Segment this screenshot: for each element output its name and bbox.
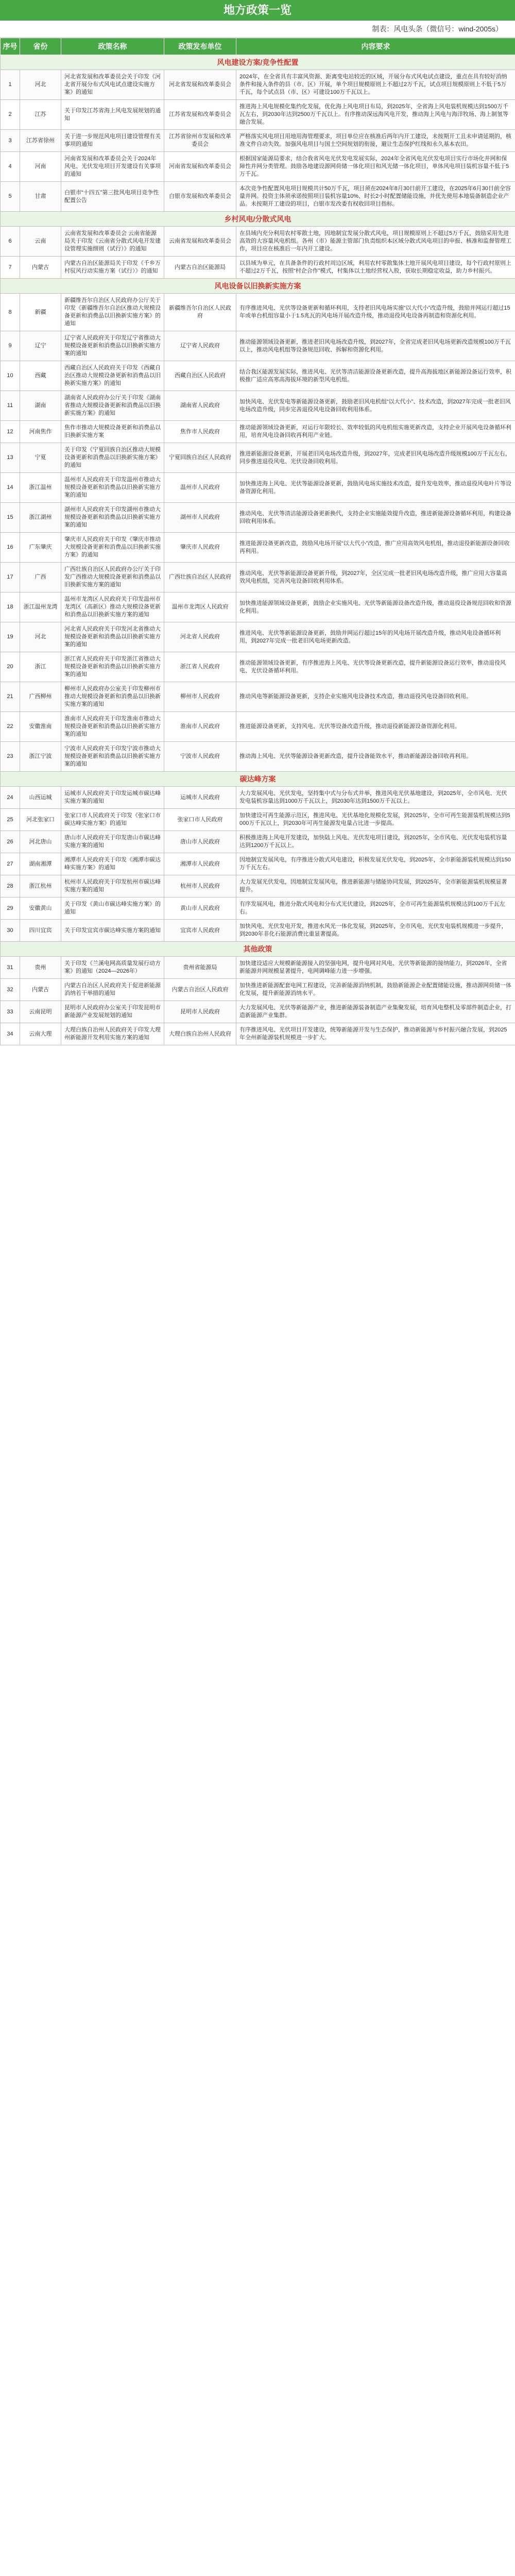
cell-province: 河北 [20, 622, 61, 652]
cell-province: 内蒙古 [20, 979, 61, 1001]
cell-no: 8 [1, 294, 20, 331]
cell-province: 湖南 [20, 391, 61, 421]
cell-province: 云南昆明 [20, 1001, 61, 1023]
cell-no: 2 [1, 100, 20, 130]
policy-document [0, 0, 515, 1045]
cell-content: 推动能源领域设备更新，推进老旧风电场改造升级，到2027年，全省完成老旧风电场更新改造规模100万千瓦以上，推动风电机组等设备规范回收、拆解和资源化利用。 [236, 331, 515, 361]
cell-content: 严格落实风电项目用地用海管理要求，项目单位应在核准后两年内开工建设，未按期开工且未申请延期的，核准文件自动失效。加强风电项目与国土空间规划的衔接，避让生态保护红线和永久基本农田。 [236, 130, 515, 152]
cell-no: 17 [1, 563, 20, 592]
table-row [1, 1023, 515, 1045]
table-row [1, 391, 515, 421]
cell-province: 甘肃 [20, 182, 61, 212]
table-row [1, 831, 515, 853]
cell-no: 25 [1, 809, 20, 831]
cell-agency: 云南省发展和改革委员会 [164, 227, 236, 257]
cell-agency: 西藏自治区人民政府 [164, 361, 236, 391]
cell-province: 西藏 [20, 361, 61, 391]
cell-name: 辽宁省人民政府关于印发辽宁省推动大规模设备更新和消费品以旧换新实施方案的通知 [61, 331, 164, 361]
cell-no: 4 [1, 152, 20, 182]
cell-agency: 昆明市人民政府 [164, 1001, 236, 1023]
cell-no: 18 [1, 592, 20, 622]
cell-name: 关于印发宜宾市碳达峰实施方案的通知 [61, 920, 164, 942]
cell-name: 浙江省人民政府关于印发浙江省推动大规模设备更新和消费品以旧换新实施方案的通知 [61, 652, 164, 682]
cell-content: 推进海上风电规模化集约化发展，优化海上风电项目布局，到2025年，全省海上风电装机规模达到1500万千瓦左右，到2030年达到2500万千瓦以上。有序推动深远海风电开发，推动海上风电与海洋牧场、海上制氢等融合发展。 [236, 100, 515, 130]
table-row [1, 257, 515, 279]
cell-agency: 温州市人民政府 [164, 473, 236, 503]
cell-agency: 温州市龙湾区人民政府 [164, 592, 236, 622]
section-label: 风电建设方案/竞争性配置 [1, 55, 515, 70]
table-row [1, 979, 515, 1001]
cell-no: 33 [1, 1001, 20, 1023]
cell-province: 浙江温州龙湾 [20, 592, 61, 622]
cell-no: 9 [1, 331, 20, 361]
cell-agency: 贵州省能源局 [164, 957, 236, 979]
cell-content: 结合我区能源发展实际，推进风电、光伏等清洁能源设备更新改造，提升高海拔地区新能源设备运行效率，积极推广适应高寒高海拔环境的新型风电机组。 [236, 361, 515, 391]
cell-agency: 河北省发展和改革委员会 [164, 70, 236, 100]
table-body [1, 55, 515, 1045]
table-row [1, 652, 515, 682]
cell-agency: 湘潭市人民政府 [164, 853, 236, 875]
cell-no: 1 [1, 70, 20, 100]
cell-content: 加快建设可再生能源示范区，推进风电、光伏基地化规模化发展，到2025年，全市可再生能源装机规模达到5000万千瓦以上，到2030年可再生能源发电量占比进一步提高。 [236, 809, 515, 831]
cell-content: 2024年，在全省具有丰富风资源、距离变电站较近的区域，开展分布式风电试点建设，重点在具有较好消纳条件和接入条件的县（市、区）开展，单个项目规模原则上不超过2万千瓦，试点项目规模原则上不低于5万千瓦，每个试点县（市、区）可建设100万千瓦以上。 [236, 70, 515, 100]
cell-no: 7 [1, 257, 20, 279]
header-province: 省份 [20, 38, 61, 55]
cell-province: 江苏省徐州 [20, 130, 61, 152]
cell-content: 大力发展风电、光伏发电，坚持集中式与分布式并举，推进风电光伏基地建设，到2025年，全市风电、光伏发电装机容量达到1000万千瓦以上，到2030年达到1500万千瓦以上。 [236, 787, 515, 809]
cell-name: 新疆维吾尔自治区人民政府办公厅关于印发《新疆维吾尔自治区推动大规模设备更新和消费品以旧换新实施方案》的通知 [61, 294, 164, 331]
table-row [1, 787, 515, 809]
table-row [1, 957, 515, 979]
cell-no: 27 [1, 853, 20, 875]
table-row [1, 563, 515, 592]
table-row [1, 503, 515, 533]
cell-content: 推进风电、光伏等新能源设备更新，鼓励并网运行超过15年的风电场开展改造升级，推动风电设备循环利用，到2027年完成一批老旧风电场更新改造。 [236, 622, 515, 652]
cell-no: 19 [1, 622, 20, 652]
cell-agency: 河南省发展和改革委员会 [164, 152, 236, 182]
cell-province: 新疆 [20, 294, 61, 331]
cell-province: 安徽淮南 [20, 712, 61, 742]
cell-province: 浙江湖州 [20, 503, 61, 533]
cell-agency: 淮南市人民政府 [164, 712, 236, 742]
cell-name: 温州市龙湾区人民政府关于印发温州市龙湾区（高新区）推动大规模设备更新和消费品以旧换新实施方案的通知 [61, 592, 164, 622]
cell-content: 因地制宜发展风电，有序推进分散式风电建设，积极发展光伏发电，到2025年，全市新能源装机规模达到150万千瓦左右。 [236, 853, 515, 875]
cell-name: 大理白族自治州人民政府关于印发大理州新能源开发利用实施方案的通知 [61, 1023, 164, 1045]
cell-province: 宁夏 [20, 443, 61, 473]
cell-name: 关于印发《兰溪电网高质量发展行动方案》的通知（2024—2026年） [61, 957, 164, 979]
cell-agency: 肇庆市人民政府 [164, 533, 236, 563]
table-row [1, 853, 515, 875]
cell-agency: 黄山市人民政府 [164, 897, 236, 920]
cell-name: 杭州市人民政府关于印发杭州市碳达峰实施方案的通知 [61, 875, 164, 897]
section-row [1, 772, 515, 787]
cell-content: 推动风电、光伏等新能源设备更新升级，到2027年，全区完成一批老旧风电场改造升级，推广应用大容量高效风电机组，完善风电设备回收利用体系。 [236, 563, 515, 592]
header-agency: 政策发布单位 [164, 38, 236, 55]
cell-agency: 运城市人民政府 [164, 787, 236, 809]
cell-content: 大力发展光伏发电，因地制宜发展风电，推进新能源与储能协同发展，到2025年，全市新能源装机规模显著提升。 [236, 875, 515, 897]
section-label: 碳达峰方案 [1, 772, 515, 787]
table-row [1, 152, 515, 182]
cell-agency: 白银市发展和改革委员会 [164, 182, 236, 212]
cell-no: 21 [1, 682, 20, 712]
cell-agency: 宜宾市人民政府 [164, 920, 236, 942]
cell-province: 河北张家口 [20, 809, 61, 831]
cell-no: 24 [1, 787, 20, 809]
cell-agency: 湖南省人民政府 [164, 391, 236, 421]
cell-province: 内蒙古 [20, 257, 61, 279]
cell-no: 14 [1, 473, 20, 503]
cell-name: 河南省发展和改革委员会关于2024年风电、光伏发电项目开发建设有关事项的通知 [61, 152, 164, 182]
cell-name: 河北省人民政府关于印发河北省推动大规模设备更新和消费品以旧换新实施方案的通知 [61, 622, 164, 652]
cell-province: 辽宁 [20, 331, 61, 361]
cell-content: 本次竞争性配置风电项目规模共计50万千瓦，项目须在2024年8月30日前开工建设，在2025年6月30日前全容量并网。投资主体须承诺按照项目装机容量10%、时长2小时配置储能设施，并优先使用本地装备制造企业产品。未按期开工建设的项目，白银市发改委有权收回项目指标。 [236, 182, 515, 212]
cell-province: 河北唐山 [20, 831, 61, 853]
table-row [1, 809, 515, 831]
cell-name: 宁波市人民政府关于印发宁波市推动大规模设备更新和消费品以旧换新实施方案的通知 [61, 742, 164, 772]
table-row [1, 622, 515, 652]
cell-content: 推进新能源设备更新，开展老旧风电场改造升级，到2027年，完成老旧风电场改造升级规模100万千瓦左右，同步推进退役风电、光伏设备回收利用。 [236, 443, 515, 473]
table-row [1, 361, 515, 391]
cell-content: 以县域为单元，在具备条件的行政村周边区域，利用农村零散集体土地开展风电项目建设，每个行政村原则上不超过2万千瓦，按照“村企合作”模式，村集体以土地经营权入股，获取长期稳定收益，助力乡村振兴。 [236, 257, 515, 279]
header-name: 政策名称 [61, 38, 164, 55]
cell-name: 湖州市人民政府关于印发湖州市推动大规模设备更新和消费品以旧换新实施方案的通知 [61, 503, 164, 533]
cell-province: 河南 [20, 152, 61, 182]
cell-no: 26 [1, 831, 20, 853]
table-row [1, 331, 515, 361]
cell-province: 湖南湘潭 [20, 853, 61, 875]
source-note: 制表：风电头条（微信号：wind-2005s） [0, 21, 515, 38]
cell-agency: 宁夏回族自治区人民政府 [164, 443, 236, 473]
cell-province: 河北 [20, 70, 61, 100]
cell-no: 30 [1, 920, 20, 942]
cell-no: 11 [1, 391, 20, 421]
table-row [1, 100, 515, 130]
table-row [1, 70, 515, 100]
cell-content: 积极推进海上风电开发建设，加快陆上风电、光伏发电项目建设，到2025年，全市风电、光伏发电装机容量达到1200万千瓦以上。 [236, 831, 515, 853]
cell-content: 推动能源领域设备更新，有序推进海上风电、光伏等设备更新改造，提升新能源设备运行效率，推动退役风电、光伏设备循环利用。 [236, 652, 515, 682]
cell-agency: 江苏省徐州市发展和改革委员会 [164, 130, 236, 152]
cell-no: 3 [1, 130, 20, 152]
cell-name: 运城市人民政府关于印发运城市碳达峰实施方案的通知 [61, 787, 164, 809]
cell-province: 浙江杭州 [20, 875, 61, 897]
cell-name: 关于印发《黄山市碳达峰实施方案》的通知 [61, 897, 164, 920]
table-row [1, 473, 515, 503]
policy-table [0, 38, 515, 1045]
cell-name: 温州市人民政府关于印发温州市推动大规模设备更新和消费品以旧换新实施方案的通知 [61, 473, 164, 503]
cell-agency: 张家口市人民政府 [164, 809, 236, 831]
cell-content: 推动海上风电、光伏等能源设备更新改造，提升设备能效水平，推动新能源设备回收再利用。 [236, 742, 515, 772]
cell-content: 加快建设适应大规模新能源接入的坚强电网，提升电网对风电、光伏等新能源的接纳能力，到2026年，全省新能源并网规模显著提升，电网调峰能力进一步增强。 [236, 957, 515, 979]
cell-province: 云南 [20, 227, 61, 257]
cell-no: 6 [1, 227, 20, 257]
cell-name: 湘潭市人民政府关于印发《湘潭市碳达峰实施方案》的通知 [61, 853, 164, 875]
header-no: 序号 [1, 38, 20, 55]
table-row [1, 227, 515, 257]
section-row [1, 212, 515, 227]
cell-agency: 大理白族自治州人民政府 [164, 1023, 236, 1045]
cell-agency: 江苏省发展和改革委员会 [164, 100, 236, 130]
cell-content: 推动风电、光伏等清洁能源设备更新换代，支持企业实施能效提升改造，推进新能源设备循环利用，构建设备回收利用体系。 [236, 503, 515, 533]
cell-no: 23 [1, 742, 20, 772]
cell-no: 29 [1, 897, 20, 920]
cell-name: 焦作市推动大规模设备更新和消费品以旧换新实施方案 [61, 421, 164, 443]
cell-agency: 湖州市人民政府 [164, 503, 236, 533]
section-label: 其他政策 [1, 942, 515, 957]
cell-no: 5 [1, 182, 20, 212]
cell-agency: 广西壮族自治区人民政府 [164, 563, 236, 592]
cell-province: 广东肇庆 [20, 533, 61, 563]
cell-content: 有序推进风电、光伏等设备更新和循环利用，支持老旧风电场实施“以大代小”改造升级，鼓励并网运行超过15年或单台机组容量小于1.5兆瓦的风电场开展改造升级，推动退役风电设备再制造和资源化利用。 [236, 294, 515, 331]
cell-content: 加快推进新能源配套电网工程建设，完善新能源消纳机制，鼓励新能源企业配置储能设施，推动源网荷储一体化发展，提升新能源消纳水平。 [236, 979, 515, 1001]
cell-no: 20 [1, 652, 20, 682]
table-row [1, 533, 515, 563]
cell-agency: 辽宁省人民政府 [164, 331, 236, 361]
cell-content: 推动能源领域设备更新，对运行年限较长、效率较低的风电机组实施更新改造，支持企业开展风电设备循环利用，培育风电设备回收再利用产业链。 [236, 421, 515, 443]
cell-content: 加快风电、光伏发电开发，推进水风光一体化发展，到2025年，全市风电、光伏发电装机规模进一步提升，到2030年非化石能源消费比重显著提高。 [236, 920, 515, 942]
section-row [1, 279, 515, 294]
cell-agency: 内蒙古自治区人民政府 [164, 979, 236, 1001]
header-content: 内容要求 [236, 38, 515, 55]
cell-province: 浙江 [20, 652, 61, 682]
cell-province: 浙江宁波 [20, 742, 61, 772]
cell-name: 西藏自治区人民政府关于印发《西藏自治区推动大规模设备更新和消费品以旧换新实施方案》的通知 [61, 361, 164, 391]
cell-content: 在县域内充分利用农村零散土地，因地制宜发展分散式风电，项目规模原则上不超过5万千瓦，鼓励采用先进高效的大容量风电机组。各州（市）能源主管部门负责组织本区域分散式风电项目的申报、核准和监督管理工作，项目应在核准后一年内开工建设。 [236, 227, 515, 257]
cell-no: 32 [1, 979, 20, 1001]
cell-no: 31 [1, 957, 20, 979]
table-row [1, 294, 515, 331]
cell-agency: 新疆维吾尔自治区人民政府 [164, 294, 236, 331]
cell-province: 安徽黄山 [20, 897, 61, 920]
cell-agency: 浙江省人民政府 [164, 652, 236, 682]
table-row [1, 712, 515, 742]
cell-name: 关于印发江苏省海上风电发展规划的通知 [61, 100, 164, 130]
cell-no: 16 [1, 533, 20, 563]
cell-content: 推进能源设备更新，支持风电、光伏等设备改造升级，推动退役新能源设备资源化利用。 [236, 712, 515, 742]
cell-no: 15 [1, 503, 20, 533]
cell-name: 张家口市人民政府关于印发《张家口市碳达峰实施方案》的通知 [61, 809, 164, 831]
cell-no: 12 [1, 421, 20, 443]
cell-content: 有序推进风电、光伏项目开发建设，统筹新能源开发与生态保护，推动新能源与乡村振兴融合发展，到2025年全州新能源装机规模进一步扩大。 [236, 1023, 515, 1045]
cell-content: 加快推进海上风电、光伏等能源设备更新，鼓励风电场实施技术改造，提升发电效率，推动退役风电叶片等设备资源化利用。 [236, 473, 515, 503]
table-row [1, 443, 515, 473]
section-row [1, 942, 515, 957]
cell-name: 唐山市人民政府关于印发唐山市碳达峰实施方案的通知 [61, 831, 164, 853]
cell-content: 大力发展风电、光伏等新能源产业，推进新能源装备制造产业集聚发展，培育风电整机及零部件制造企业，打造新能源产业集群。 [236, 1001, 515, 1023]
cell-name: 昆明市人民政府办公室关于印发昆明市新能源产业发展规划的通知 [61, 1001, 164, 1023]
table-row [1, 1001, 515, 1023]
section-row [1, 55, 515, 70]
cell-name: 关于进一步规范风电项目建设管理有关事项的通知 [61, 130, 164, 152]
cell-agency: 宁波市人民政府 [164, 742, 236, 772]
cell-name: 湖南省人民政府办公厅关于印发《湖南省推动大规模设备更新和消费品以旧换新实施方案》的通知 [61, 391, 164, 421]
section-label: 乡村风电/分散式风电 [1, 212, 515, 227]
cell-no: 13 [1, 443, 20, 473]
section-label: 风电设备以旧换新实施方案 [1, 279, 515, 294]
cell-content: 加快推进能源领域设备更新，鼓励企业实施风电、光伏等新能源设备改造升级，推动退役设备规范回收和资源化利用。 [236, 592, 515, 622]
cell-content: 加快风电、光伏发电等新能源设备更新，鼓励老旧风电机组“以大代小”、技术改造，到2027年完成一批老旧风电场改造升级，同步完善退役风电设备回收利用体系。 [236, 391, 515, 421]
cell-province: 广西柳州 [20, 682, 61, 712]
cell-content: 有序发展风电，推进分散式风电和分布式光伏建设，到2025年，全市可再生能源装机规模达到100万千瓦左右。 [236, 897, 515, 920]
cell-name: 云南省发展和改革委员会 云南省能源局关于印发《云南省分散式风电开发建设管理实施细则（试行）》的通知 [61, 227, 164, 257]
table-row [1, 592, 515, 622]
cell-name: 关于印发《宁夏回族自治区推动大规模设备更新和消费品以旧换新实施方案》的通知 [61, 443, 164, 473]
cell-province: 江苏 [20, 100, 61, 130]
cell-content: 根据国家能源局要求，结合我省风电光伏发电发展实际，2024年全省风电光伏发电项目实行市场化并网和保障性并网分类管理。鼓励各地建设源网荷储一体化项目和风光储一体化项目，单体风电项目装机容量不低于5万千瓦。 [236, 152, 515, 182]
cell-agency: 唐山市人民政府 [164, 831, 236, 853]
page-title: 地方政策一览 [0, 0, 515, 21]
cell-no: 22 [1, 712, 20, 742]
table-row [1, 682, 515, 712]
cell-agency: 柳州市人民政府 [164, 682, 236, 712]
table-row [1, 875, 515, 897]
cell-province: 河南焦作 [20, 421, 61, 443]
cell-name: 肇庆市人民政府关于印发《肇庆市推动大规模设备更新和消费品以旧换新实施方案》的通知 [61, 533, 164, 563]
cell-content: 推进能源设备更新改造，鼓励风电场开展“以大代小”改造，推广应用高效风电机组，推动退役新能源设备回收再利用。 [236, 533, 515, 563]
table-row [1, 421, 515, 443]
cell-agency: 杭州市人民政府 [164, 875, 236, 897]
cell-province: 四川宜宾 [20, 920, 61, 942]
cell-no: 10 [1, 361, 20, 391]
table-row [1, 897, 515, 920]
cell-agency: 河北省人民政府 [164, 622, 236, 652]
cell-name: 淮南市人民政府关于印发淮南市推动大规模设备更新和消费品以旧换新实施方案的通知 [61, 712, 164, 742]
cell-province: 山西运城 [20, 787, 61, 809]
cell-no: 34 [1, 1023, 20, 1045]
table-row [1, 130, 515, 152]
cell-name: 白银市“十四五”第三批风电项目竞争性配置公告 [61, 182, 164, 212]
cell-agency: 焦作市人民政府 [164, 421, 236, 443]
cell-name: 内蒙古自治区能源局关于印发《千乡万村驭风行动实施方案（试行）》的通知 [61, 257, 164, 279]
cell-province: 广西 [20, 563, 61, 592]
table-row [1, 920, 515, 942]
cell-content: 推动风电等新能源设备更新，支持企业实施风电设备技术改造，推动退役风电设备回收利用。 [236, 682, 515, 712]
cell-province: 浙江温州 [20, 473, 61, 503]
table-row [1, 182, 515, 212]
cell-province: 贵州 [20, 957, 61, 979]
cell-agency: 内蒙古自治区能源局 [164, 257, 236, 279]
cell-no: 28 [1, 875, 20, 897]
cell-name: 河北省发展和改革委员会关于印发《河北省开展分布式风电试点建设实施方案》的通知 [61, 70, 164, 100]
cell-name: 内蒙古自治区人民政府关于促进新能源消纳若干举措的通知 [61, 979, 164, 1001]
cell-name: 柳州市人民政府办公室关于印发柳州市推动大规模设备更新和消费品以旧换新实施方案的通知 [61, 682, 164, 712]
table-header-row [1, 38, 515, 55]
cell-province: 云南大理 [20, 1023, 61, 1045]
cell-name: 广西壮族自治区人民政府办公厅关于印发广西推动大规模设备更新和消费品以旧换新实施方案的通知 [61, 563, 164, 592]
table-row [1, 742, 515, 772]
